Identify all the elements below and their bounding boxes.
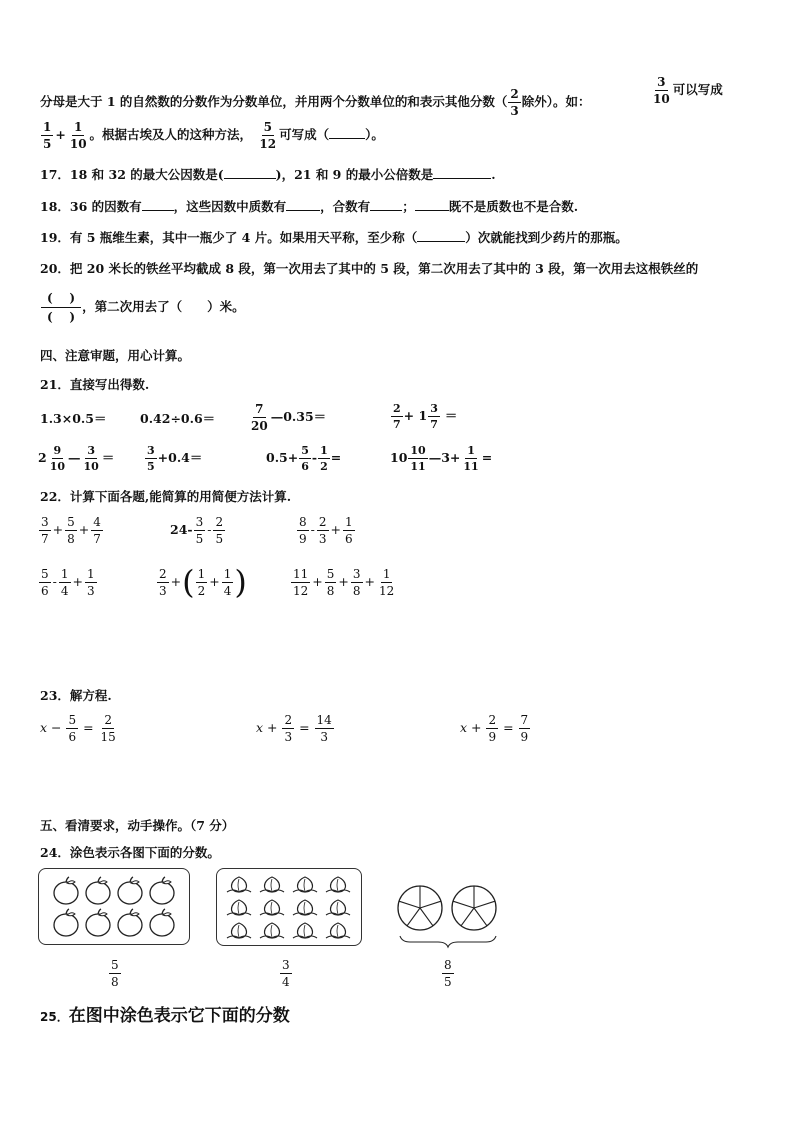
q22-expr-1: $\frac{3}{7}$ + $\frac{5}{8}$ + $\frac{4}{7}$ [41, 515, 101, 546]
answer-blank[interactable] [415, 210, 449, 211]
q22-expr-6: $\frac{11}{12}$ + $\frac{5}{8}$ + $\frac{3}{8}$ + $\frac{1}{12}$ [293, 567, 395, 598]
group-bracket [400, 936, 496, 947]
apple-icon[interactable] [150, 909, 174, 936]
q20-text: ，第二次用去了（ ）米。 [82, 299, 245, 314]
q18-text: ； [402, 199, 415, 214]
peaches-grid[interactable] [217, 869, 361, 945]
caption-peaches: $\frac{3}{4}$ [282, 958, 290, 989]
q21-expr: 0.42÷0.6＝ [140, 411, 216, 426]
peach-icon[interactable] [326, 900, 350, 915]
fraction: $\frac{3}{10}$ [653, 75, 670, 106]
fraction: $\frac{2}{5}$ [215, 515, 224, 546]
q21-expr: $\frac{2}{7}$ + 1 $\frac{3}{7}$ ＝ [393, 402, 458, 431]
fraction: $\frac{10}{11}$ [410, 444, 426, 473]
section-5-heading: 五、看清要求，动手操作。（7 分） [40, 818, 235, 833]
intro-line-1 [40, 88, 591, 117]
fraction: $\frac{1}{3}$ [87, 567, 95, 598]
peach-icon[interactable] [293, 900, 317, 915]
caption-circles: $\frac{8}{5}$ [444, 958, 452, 989]
fraction: $\frac{3}{5}$ [147, 444, 155, 473]
q22-expr-5: $\frac{2}{3}$ +( $\frac{1}{2}$ + $\frac{1}{4}$ ) [159, 563, 247, 601]
q17-text: . [491, 167, 496, 182]
peach-icon[interactable] [260, 923, 284, 938]
q21-expr: 0.5+ $\frac{5}{6}$ - $\frac{1}{2}$ = [266, 444, 342, 473]
apple-icon[interactable] [118, 909, 142, 936]
fraction: $\frac{1}{10}$ [69, 120, 87, 151]
q23-title: 23．解方程. [40, 688, 112, 703]
apple-icon[interactable] [150, 877, 174, 904]
question-20 [40, 261, 698, 277]
apple-icon[interactable] [118, 877, 142, 904]
q21-expr: $\frac{3}{5}$ +0.4＝ [147, 444, 203, 473]
answer-blank[interactable] [142, 210, 174, 211]
fraction: $\frac{5}{6}$ [41, 567, 49, 598]
apple-icon[interactable] [54, 877, 78, 904]
equation-3: x + $\frac{2}{9}$ = $\frac{7}{9}$ [460, 713, 529, 744]
intro-text: 可以写成 [672, 82, 723, 97]
fraction: $\frac{5}{6}$ [301, 444, 309, 473]
question-19 [40, 230, 628, 246]
fraction: $\frac{3}{8}$ [352, 567, 361, 598]
peach-icon[interactable] [227, 923, 251, 938]
fraction: $\frac{1}{4}$ [60, 567, 69, 598]
fraction: $\frac{1}{4}$ [223, 566, 232, 598]
fraction: $\frac{5}{8}$ [326, 567, 335, 598]
fraction: $\frac{1}{6}$ [345, 515, 353, 546]
question-18 [40, 199, 578, 215]
apples-grid[interactable] [39, 869, 189, 944]
answer-blank[interactable] [417, 241, 465, 242]
apple-icon[interactable] [86, 877, 110, 904]
fraction: $\frac{7}{20}$ [251, 402, 268, 433]
q18-text: 18．36 的因数有 [40, 199, 142, 214]
peach-icon[interactable] [326, 923, 350, 938]
peach-icon[interactable] [227, 877, 251, 892]
q18-text: 既不是质数也不是合数. [448, 199, 579, 214]
q17-text: )，21 和 9 的最小公倍数是 [275, 167, 434, 182]
q19-text: ）次就能找到少药片的那瓶。 [465, 230, 628, 245]
fraction: $\frac{3}{7}$ [41, 515, 49, 546]
answer-blank[interactable] [329, 138, 365, 139]
intro-text: 可写成（ [279, 127, 330, 142]
fraction: $\frac{8}{9}$ [299, 515, 307, 546]
intro-text: ）。 [365, 127, 384, 142]
fraction: $\frac{1}{5}$ [43, 120, 52, 151]
peach-icon[interactable] [227, 900, 251, 915]
peach-icon[interactable] [326, 877, 350, 892]
q18-text: ，合数有 [320, 199, 371, 214]
q21-expr: $\frac{7}{20}$ —0.35＝ [251, 402, 327, 433]
intro-line-2: $\frac{1}{5}$ + $\frac{1}{10}$ 。根据古埃及人的这种方法， $\frac{5}{12}$ 可写成（ ）。 [43, 120, 384, 151]
peach-icon[interactable] [293, 923, 317, 938]
fraction: $\frac{3}{7}$ [430, 402, 438, 431]
q22-expr-2: 24- $\frac{3}{5}$ - $\frac{2}{5}$ [170, 515, 224, 546]
apples-box[interactable] [38, 868, 190, 945]
fraction: $\frac{2}{7}$ [393, 402, 401, 431]
answer-blank[interactable] [433, 178, 491, 179]
intro-text: 。根据古埃及人的这种方法， [89, 127, 253, 142]
fraction: $\frac{2}{3}$ [510, 87, 519, 118]
fraction: $\frac{11}{12}$ [293, 567, 309, 598]
fraction: $\frac{1}{2}$ [320, 444, 328, 473]
answer-blank[interactable] [370, 210, 402, 211]
peach-icon[interactable] [260, 877, 284, 892]
fraction: $\frac{5}{8}$ [67, 515, 75, 546]
equation-1: x − $\frac{5}{6}$ = $\frac{2}{15}$ [40, 713, 116, 744]
fraction: $\frac{14}{3}$ [316, 713, 332, 744]
fraction: $\frac{2}{3}$ [159, 566, 167, 598]
q21-title: 21．直接写出得数. [40, 377, 150, 392]
fraction: $\frac{3}{5}$ [195, 515, 204, 546]
fraction: $\frac{2}{3}$ [318, 515, 327, 546]
fraction: $\frac{7}{9}$ [520, 713, 529, 744]
intro-text: 分母是大于 1 的自然数的分数作为分数单位，并用两个分数单位的和表示其他分数（ [40, 94, 508, 109]
q22-expr-3: $\frac{8}{9}$ - $\frac{2}{3}$ + $\frac{1}{6}$ [299, 515, 353, 546]
fraction: $\frac{3}{10}$ [83, 444, 99, 473]
apple-icon[interactable] [54, 909, 78, 936]
q20-text: 20．把 20 米长的铁丝平均截成 8 段，第一次用去了其中的 5 段，第二次用去了其中的 3 段，第一次用去这根铁丝的 [40, 261, 699, 276]
fraction: $\frac{2}{9}$ [488, 713, 497, 744]
q24-title: 24．涂色表示各图下面的分数。 [40, 845, 220, 860]
apple-icon[interactable] [86, 909, 110, 936]
question-17 [40, 167, 496, 183]
answer-blank[interactable] [286, 210, 320, 211]
section-4-heading: 四、注意审题，用心计算。 [40, 348, 191, 363]
intro-example [650, 76, 723, 105]
fraction: $\frac{1}{12}$ [379, 567, 395, 598]
fraction: $\frac{4}{7}$ [93, 515, 101, 546]
fraction: $\frac{5}{6}$ [68, 713, 77, 744]
q25-heading: 25．在图中涂色表示它下面的分数 [40, 1006, 290, 1026]
equation-2: x + $\frac{2}{3}$ = $\frac{14}{3}$ [256, 713, 332, 744]
intro-text: 除外）。如： [521, 94, 591, 109]
fraction: $\frac{9}{10}$ [49, 444, 66, 473]
q18-text: ，这些因数中质数有 [173, 199, 287, 214]
circles-figure[interactable] [392, 882, 504, 950]
fraction: $\frac{1}{11}$ [463, 444, 479, 473]
q22-expr-4: $\frac{5}{6}$ - $\frac{1}{4}$ + $\frac{1}{3}$ [41, 567, 95, 598]
peach-icon[interactable] [260, 900, 284, 915]
pie-circle[interactable] [398, 886, 442, 930]
peach-icon[interactable] [293, 877, 317, 892]
q19-text: 19．有 5 瓶维生素，其中一瓶少了 4 片。如果用天平称，至少称（ [40, 230, 418, 245]
answer-blank[interactable] [224, 178, 276, 179]
pie-circle[interactable] [452, 886, 496, 930]
caption-apples: $\frac{5}{8}$ [111, 958, 119, 989]
q21-expr: 1.3×0.5＝ [40, 411, 107, 426]
peaches-box[interactable] [216, 868, 362, 946]
q21-expr: 2 $\frac{9}{10}$ — $\frac{3}{10}$ ＝ [38, 444, 115, 473]
blank-fraction[interactable]: $\frac{( )}{( )}$ [41, 292, 81, 323]
fraction: $\frac{1}{2}$ [197, 566, 206, 598]
fraction: $\frac{5}{12}$ [259, 120, 277, 151]
q22-title: 22．计算下面各题,能简算的用简便方法计算. [40, 489, 292, 504]
q21-expr: 10 $\frac{10}{11}$ —3+ $\frac{1}{11}$ = [390, 444, 493, 473]
fraction: $\frac{2}{15}$ [100, 713, 116, 744]
question-20-cont [40, 292, 245, 323]
fraction: $\frac{2}{3}$ [284, 713, 293, 744]
q17-text: 17．18 和 32 的最大公因数是( [40, 167, 224, 182]
